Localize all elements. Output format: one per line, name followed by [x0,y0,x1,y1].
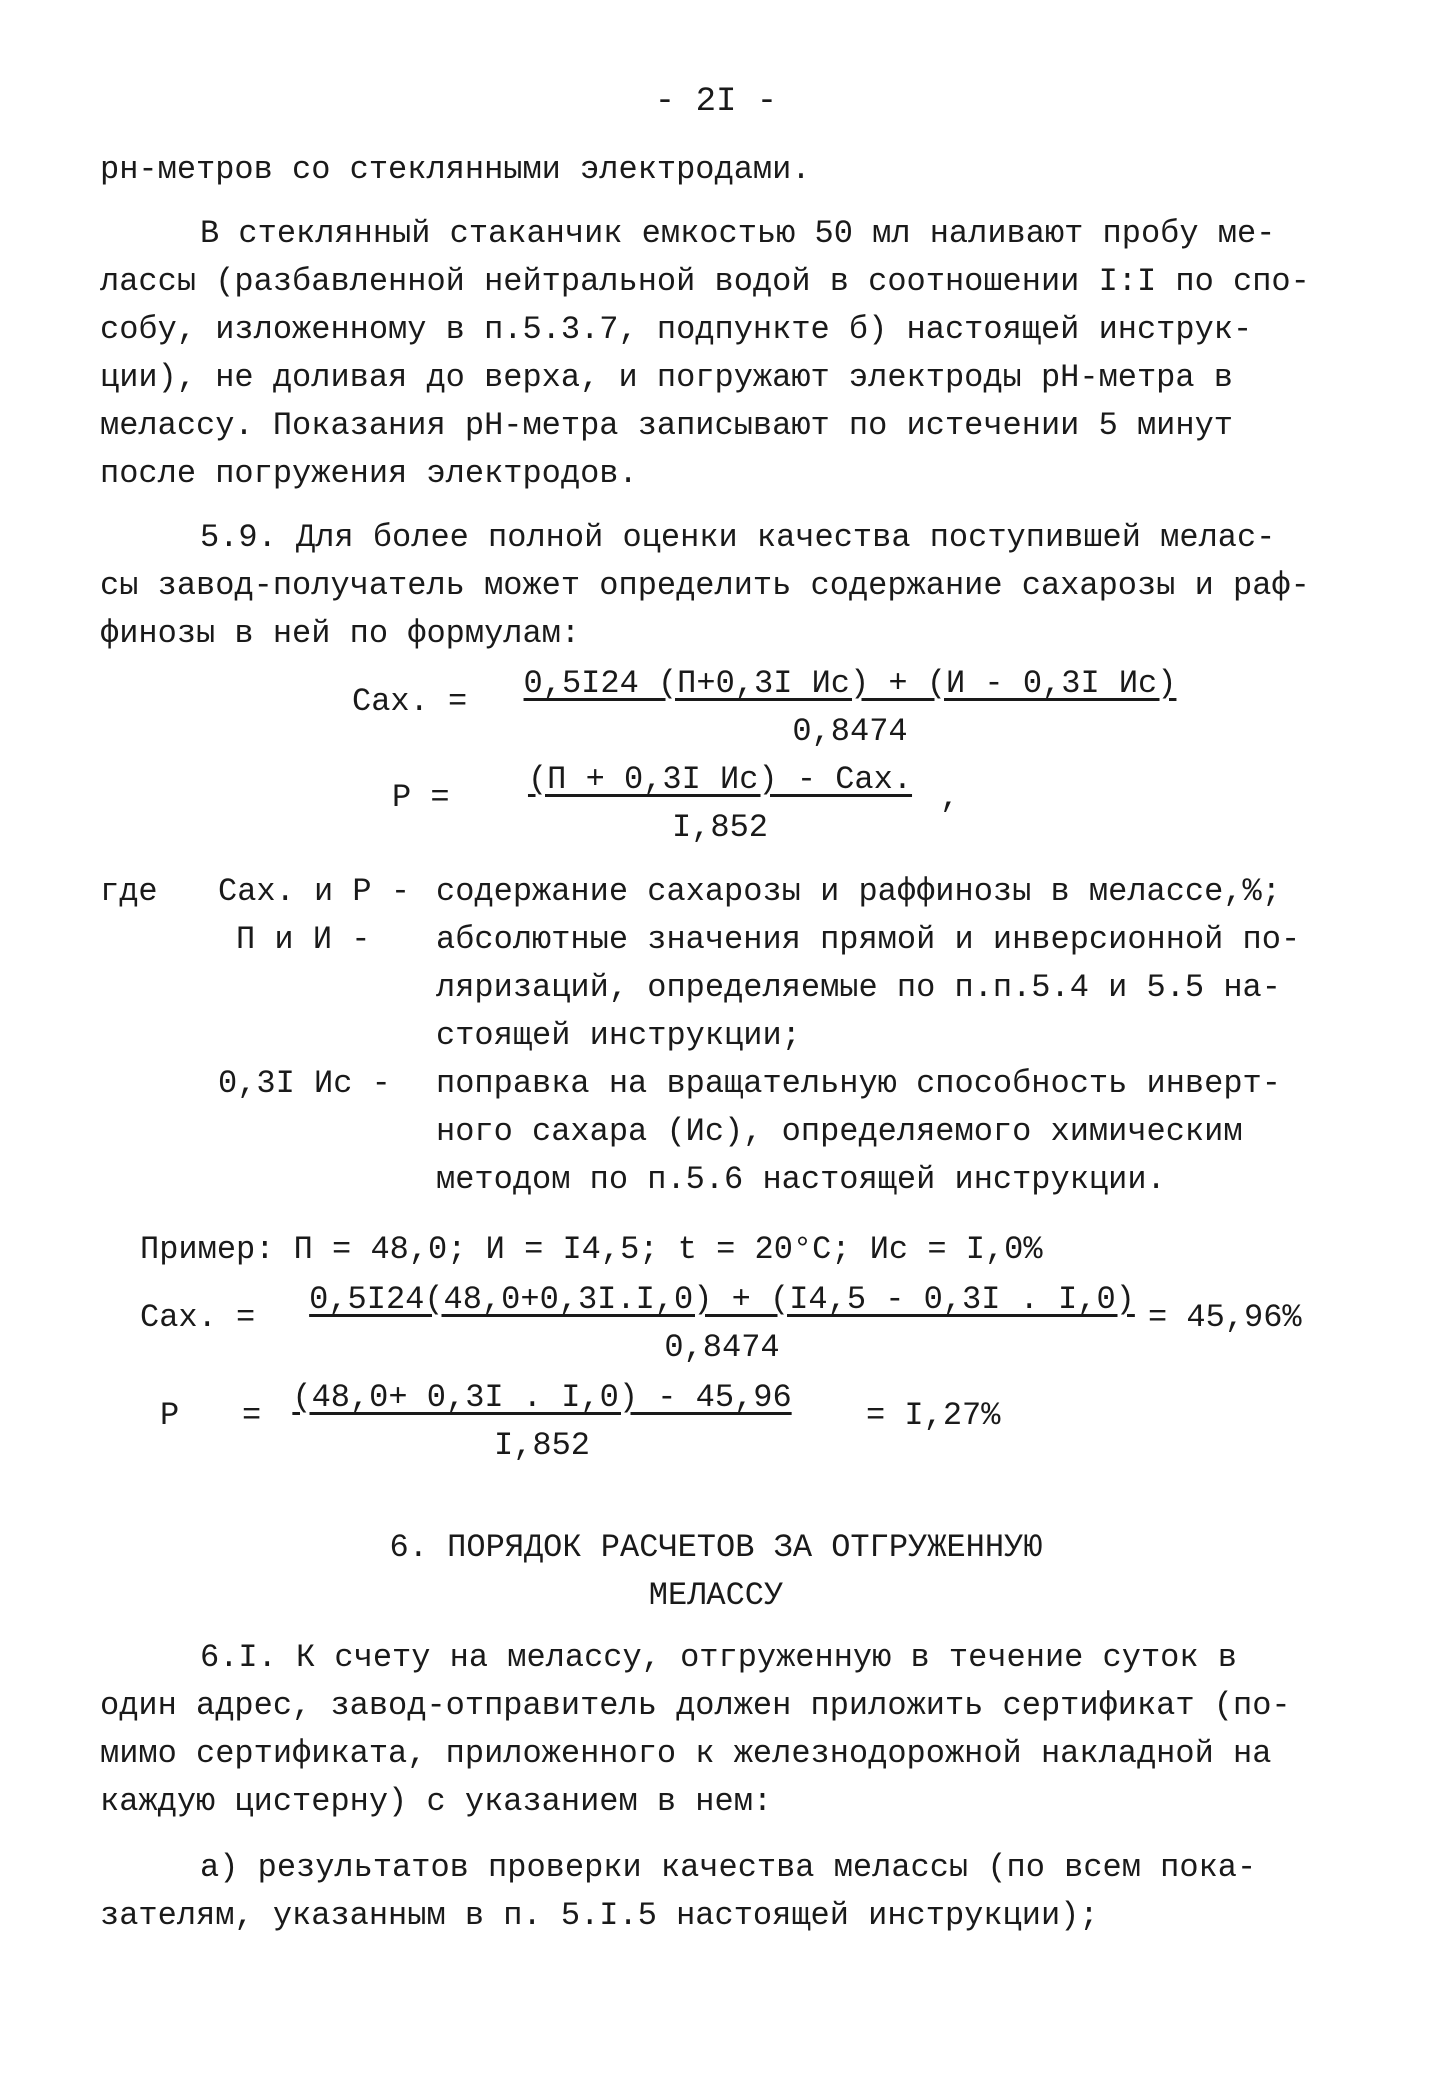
formula-p-fraction [500,756,940,852]
definition-term: 0,3I Ис - [218,1065,391,1102]
formula-p-label: P = [392,779,450,816]
page-number: - 2I - [654,83,778,121]
example-line: Пример: П = 48,0; И = I4,5; t = 20°C; Ис = I,0% [140,1231,1043,1268]
example-sax-fraction [292,1276,1152,1372]
formula-sax-denominator: 0,8474 [792,713,908,750]
example-sax-result: = 45,96% [1148,1299,1302,1336]
paragraph-line: зателям, указанным в п. 5.I.5 настоящей инструкции); [100,1897,1099,1934]
paragraph-line: В стеклянный стаканчик емкостью 50 мл наливают пробу ме- [200,215,1276,252]
example-sax-numerator: 0,5I24(48,0+0,3I.I,0) + (I4,5 - 0,3I . I,0) [309,1281,1135,1318]
formula-sax-numerator: 0,5I24 (П+0,3I Ис) + (И - 0,3I Ис) [523,665,1177,702]
paragraph-line: собу, изложенному в п.5.3.7, подпункте б) настоящей инструк- [100,311,1253,348]
formula-sax-fraction [510,660,1190,756]
paragraph-line: ции), не доливая до верха, и погружают электроды pH-метра в [100,359,1233,396]
paragraph-line: рн-метров со стеклянными электродами. [100,151,811,188]
definition-desc: содержание сахарозы и раффинозы в мелассе,%; [436,873,1281,910]
formula-p-comma: , [940,779,960,816]
definitions-where: где [100,873,158,910]
definition-desc: ного сахара (Ис), определяемого химическим [436,1113,1243,1150]
paragraph-line: каждую цистерну) с указанием в нем: [100,1783,773,1820]
paragraph-line: мимо сертификата, приложенного к железнодорожной накладной на [100,1735,1272,1772]
definition-term: П и И - [236,921,371,958]
example-p-denominator: I,852 [493,1427,590,1464]
paragraph-line: а) результатов проверки качества мелассы (по всем пока- [200,1849,1257,1886]
example-p-fraction [262,1374,822,1470]
example-p-result: = I,27% [866,1397,1001,1434]
definition-term: Сах. и Р - [218,873,411,910]
example-sax-label: Сах. = [140,1299,256,1336]
paragraph-line: сы завод-получатель может определить содержание сахарозы и раф- [100,567,1310,604]
example-p-numerator: (48,0+ 0,3I . I,0) - 45,96 [292,1379,792,1416]
section-heading-line2: МЕЛАССУ [648,1577,784,1614]
definition-desc: методом по п.5.6 настоящей инструкции. [436,1161,1166,1198]
paragraph-line: после погружения электродов. [100,455,638,492]
definition-desc: стоящей инструкции; [436,1017,801,1054]
paragraph-line: мелассу. Показания pH-метра записывают по истечении 5 минут [100,407,1233,444]
example-p-label: P [160,1397,180,1434]
paragraph-line: 6.I. К счету на мелассу, отгруженную в течение суток в [200,1639,1237,1676]
paragraph-line: лассы (разбавленной нейтральной водой в соотношении I:I по спо- [100,263,1310,300]
paragraph-line: финозы в ней по формулам: [100,615,581,652]
formula-sax-label: Сах. = [352,683,468,720]
paragraph-line: один адрес, завод-отправитель должен приложить сертификат (по- [100,1687,1291,1724]
example-p-equals: = [242,1397,262,1434]
formula-p-numerator: (П + 0,3I Ис) - Сах. [527,761,913,798]
definition-desc: ляризаций, определяемые по п.п.5.4 и 5.5 на- [436,969,1281,1006]
formula-p-denominator: I,852 [671,809,768,846]
definition-desc: поправка на вращательную способность инверт- [436,1065,1281,1102]
example-sax-denominator: 0,8474 [664,1329,780,1366]
section-heading: 6. ПОРЯДОК РАСЧЕТОВ ЗА ОТГРУЖЕННУЮ [389,1529,1043,1566]
paragraph-line: 5.9. Для более полной оценки качества поступившей мелас- [200,519,1276,556]
definition-desc: абсолютные значения прямой и инверсионной по- [436,921,1301,958]
